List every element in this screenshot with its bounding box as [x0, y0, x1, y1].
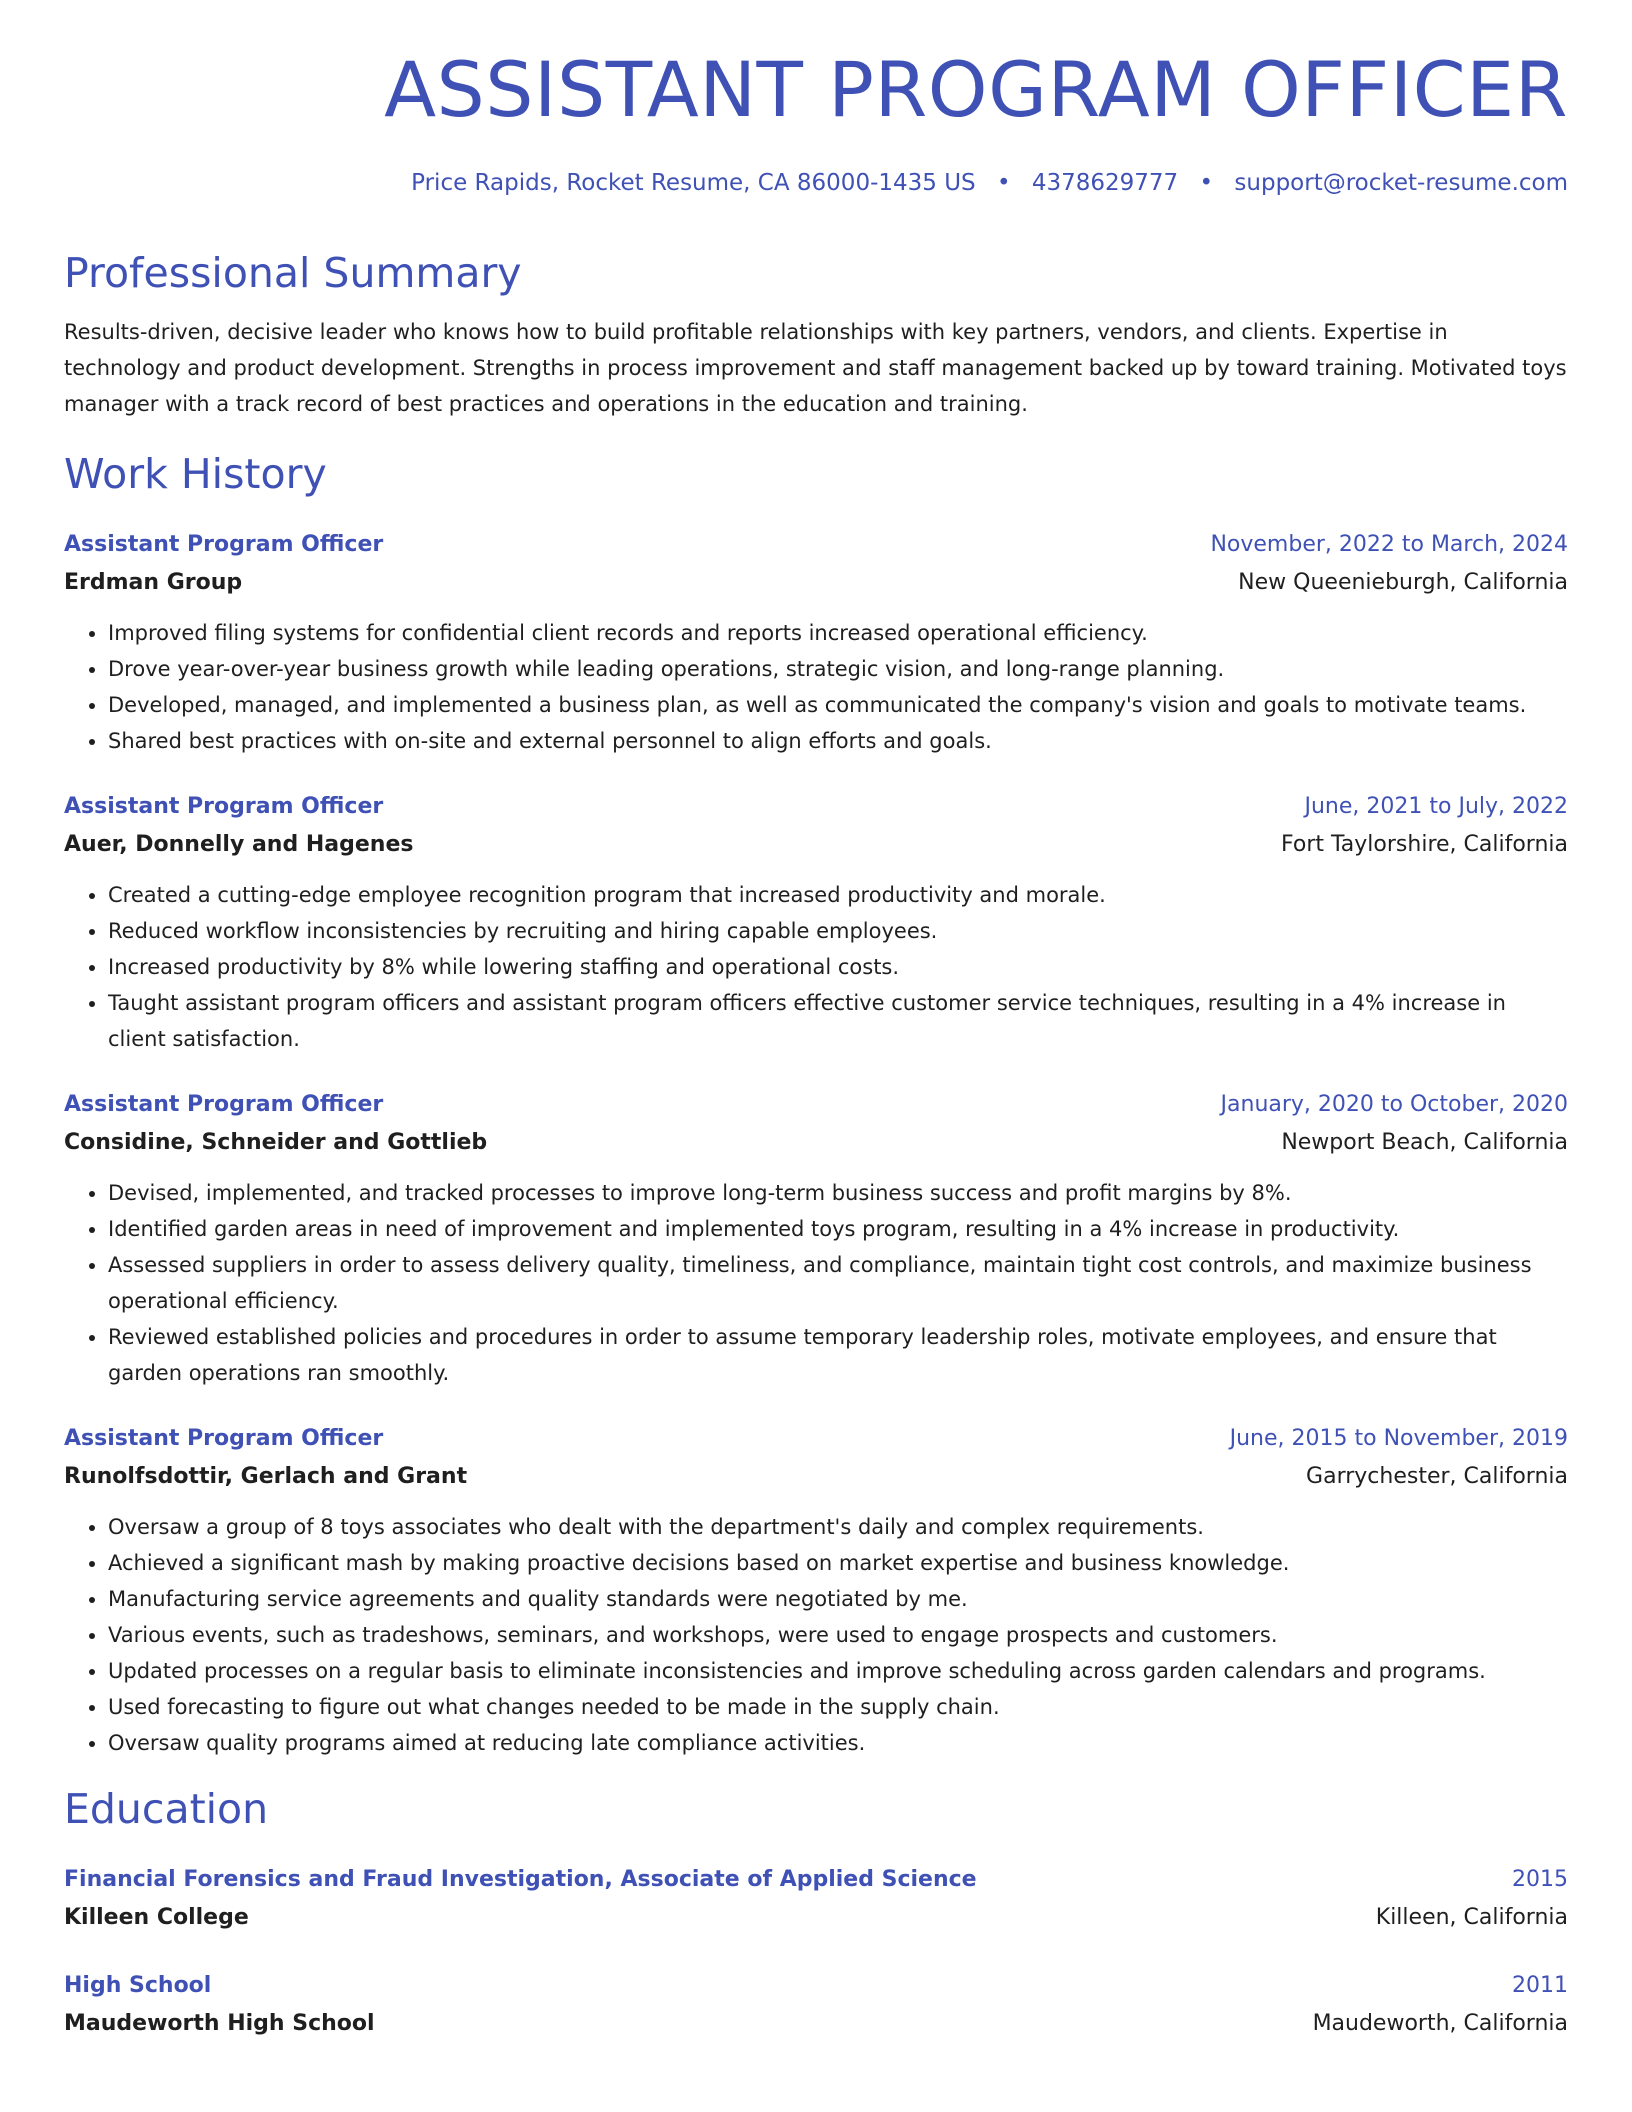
- education-heading: Education: [64, 1785, 269, 1833]
- job-bullet: • Identified garden areas in need of improvement and implemented toys program, resulting in a 4% increase in productivity.: [108, 1211, 1568, 1247]
- job-bullet: • Achieved a significant mash by making proactive decisions based on market expertise and business knowledge.: [108, 1545, 1568, 1581]
- job-bullets: [64, 615, 1568, 759]
- job-bullet: • Developed, managed, and implemented a business plan, as well as communicated the company's vision and goals to motivate teams.: [108, 687, 1568, 723]
- job-dates: June, 2015 to November, 2019: [1229, 1426, 1568, 1451]
- education-location: Killeen, California: [1375, 1905, 1568, 1930]
- job-bullets: [64, 877, 1568, 1057]
- summary-heading: Professional Summary: [64, 249, 522, 297]
- education-year: 2015: [1512, 1867, 1568, 1892]
- job-bullet: • Various events, such as tradeshows, seminars, and workshops, were used to engage prospects and customers.: [108, 1617, 1568, 1653]
- job-entry: [64, 1419, 1568, 1761]
- contact-separator: •: [996, 170, 1011, 196]
- education-degree: High School: [64, 1973, 212, 1998]
- job-role: Assistant Program Officer: [64, 1092, 384, 1117]
- job-bullets: [64, 1175, 1568, 1391]
- job-entry: [64, 787, 1568, 1057]
- job-bullets: [64, 1509, 1568, 1761]
- job-bullet: • Devised, implemented, and tracked processes to improve long-term business success and profit margins by 8%.: [108, 1175, 1568, 1211]
- job-bullet: • Assessed suppliers in order to assess delivery quality, timeliness, and compliance, maintain tight cost controls, and maximize business operational efficiency.: [108, 1247, 1568, 1319]
- candidate-name: ASSISTANT PROGRAM OFFICER: [384, 45, 1568, 134]
- education-entry: [64, 1966, 1568, 2042]
- job-location: New Queenieburgh, California: [1238, 570, 1568, 595]
- job-role: Assistant Program Officer: [64, 1426, 384, 1451]
- education-year: 2011: [1512, 1973, 1568, 1998]
- education-degree: Financial Forensics and Fraud Investigation, Associate of Applied Science: [64, 1867, 977, 1892]
- job-entry: [64, 1085, 1568, 1391]
- contact-address: Price Rapids, Rocket Resume, CA 86000-1435 US: [411, 170, 976, 196]
- job-company: Auer, Donnelly and Hagenes: [64, 832, 414, 857]
- job-bullet: • Manufacturing service agreements and quality standards were negotiated by me.: [108, 1581, 1568, 1617]
- job-company: Erdman Group: [64, 570, 243, 595]
- summary-text: Results-driven, decisive leader who knows how to build profitable relationships with key partners, vendors, and clients. Expertise in technology and product development. Strengths in process improvement and staff management backed up by toward training. Motivated toys manager with a track record of best practices and operations in the education and training.: [64, 320, 1567, 416]
- job-bullet: • Shared best practices with on-site and external personnel to align efforts and goals.: [108, 723, 1568, 759]
- job-location: Garrychester, California: [1306, 1464, 1568, 1489]
- job-entry: [64, 525, 1568, 759]
- job-dates: June, 2021 to July, 2022: [1304, 794, 1568, 819]
- job-company: Considine, Schneider and Gottlieb: [64, 1130, 488, 1155]
- education-entry: [64, 1860, 1568, 1936]
- job-dates: January, 2020 to October, 2020: [1220, 1092, 1568, 1117]
- job-company: Runolfsdottir, Gerlach and Grant: [64, 1464, 468, 1489]
- contact-email: support@rocket-resume.com: [1234, 170, 1568, 196]
- contact-separator: •: [1199, 170, 1214, 196]
- job-bullet: • Improved filing systems for confidential client records and reports increased operational efficiency.: [108, 615, 1568, 651]
- job-role: Assistant Program Officer: [64, 794, 384, 819]
- contact-phone: 4378629777: [1031, 170, 1179, 196]
- job-dates: November, 2022 to March, 2024: [1210, 532, 1568, 557]
- job-bullet: • Used forecasting to figure out what changes needed to be made in the supply chain.: [108, 1689, 1568, 1725]
- job-bullet: • Oversaw quality programs aimed at reducing late compliance activities.: [108, 1725, 1568, 1761]
- job-location: Fort Taylorshire, California: [1281, 832, 1568, 857]
- job-role: Assistant Program Officer: [64, 532, 384, 557]
- job-bullet: • Updated processes on a regular basis to eliminate inconsistencies and improve scheduling across garden calendars and programs.: [108, 1653, 1568, 1689]
- job-bullet: • Increased productivity by 8% while lowering staffing and operational costs.: [108, 949, 1568, 985]
- education-location: Maudeworth, California: [1312, 2011, 1568, 2036]
- job-bullet: • Reduced workflow inconsistencies by recruiting and hiring capable employees.: [108, 913, 1568, 949]
- job-location: Newport Beach, California: [1281, 1130, 1568, 1155]
- education-school: Maudeworth High School: [64, 2011, 375, 2036]
- work-history-heading: Work History: [64, 450, 327, 498]
- job-bullet: • Reviewed established policies and procedures in order to assume temporary leadership roles, motivate employees, and ensure that garden operations ran smoothly.: [108, 1319, 1568, 1391]
- job-bullet: • Taught assistant program officers and assistant program officers effective customer service techniques, resulting in a 4% increase in client satisfaction.: [108, 985, 1568, 1057]
- contact-line: [64, 172, 1568, 195]
- job-bullet: • Oversaw a group of 8 toys associates who dealt with the department's daily and complex requirements.: [108, 1509, 1568, 1545]
- education-school: Killeen College: [64, 1905, 249, 1930]
- job-bullet: • Drove year-over-year business growth while leading operations, strategic vision, and long-range planning.: [108, 651, 1568, 687]
- job-bullet: • Created a cutting-edge employee recognition program that increased productivity and morale.: [108, 877, 1568, 913]
